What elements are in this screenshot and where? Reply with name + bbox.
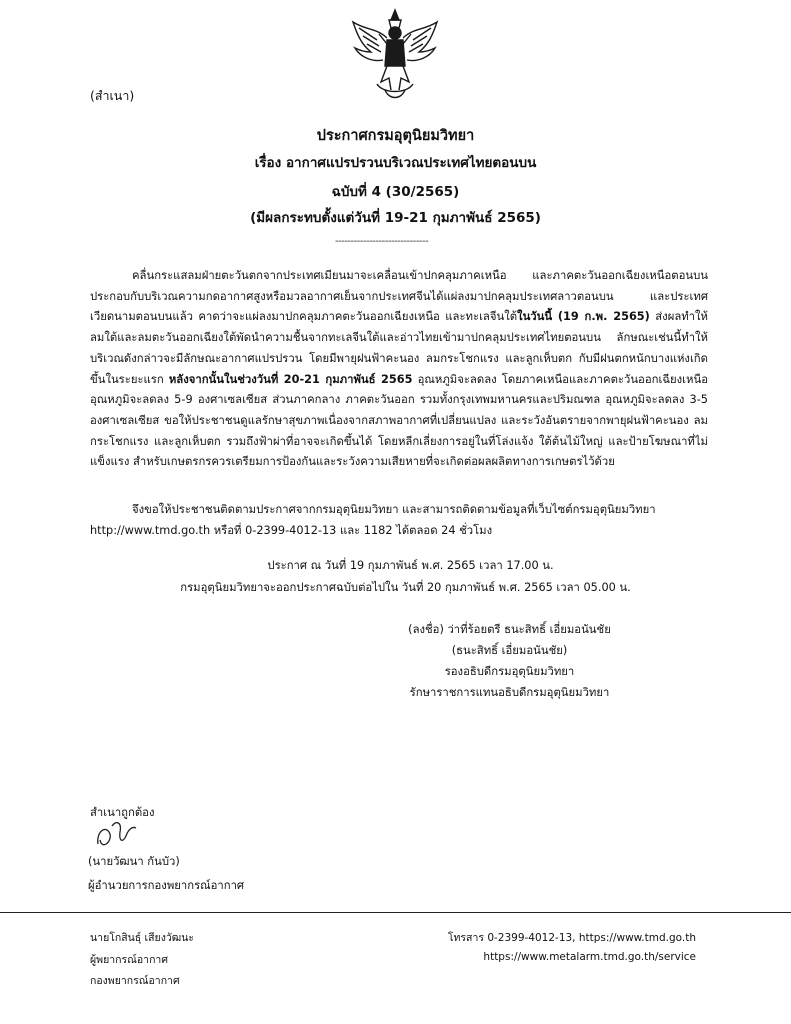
certifier-title: ผู้อำนวยการกองพยากรณ์อากาศ — [88, 879, 245, 892]
footer-service-url: https://www.metalarm.tmd.go.th/service — [483, 951, 696, 963]
effective-period: (มีผลกระทบตั้งแต่วันที่ 19-21 กุมภาพันธ์ 2565) — [250, 210, 541, 226]
certified-copy-label: สำเนาถูกต้อง — [90, 806, 155, 819]
paragraph-text: คลื่นกระแสลมฝ่ายตะวันตกจากประเทศเมียนมาจะเคลื่อนเข้าปกคลุมภาคเหนือ และภาคตะวันออกเฉียงเหนือตอนบน ประกอบกับบริเวณความกดอากาศสูงหรือมวลอากาศเย็นจากประเทศจีนได้แผ่ลงมาปกคลุมประเทศลาวตอนบน และประเทศเวียดนามตอนบนแล้ว คาดว่าจะแผ่ลงมาปกคลุมภาคตะวันออกเฉียงเหนือ และทะเลจีนใต้ — [90, 269, 708, 324]
emphasis-period: หลังจากนั้นในช่วงวันที่ 20-21 กุมภาพันธ์ 2565 — [168, 372, 413, 386]
certifier-name: (นายวัฒนา กันบัว) — [88, 855, 180, 868]
signer-position: รองอธิบดีกรมอุตุนิยมวิทยา — [444, 665, 575, 678]
signed-by: (ลงชื่อ) ว่าที่ร้อยตรี ธนะสิทธิ์ เอี่ยมอนันชัย — [408, 623, 611, 636]
dashed-divider: ------------------------------ — [335, 236, 429, 247]
footer-forecaster-role: ผู้พยากรณ์อากาศ — [90, 954, 168, 966]
announced-date: ประกาศ ณ วันที่ 19 กุมภาพันธ์ พ.ศ. 2565 เวลา 17.00 น. — [267, 559, 554, 572]
next-announcement: กรมอุตุนิยมวิทยาจะออกประกาศฉบับต่อไปใน วันที่ 20 กุมภาพันธ์ พ.ศ. 2565 เวลา 05.00 น. — [180, 581, 631, 594]
paragraph-text: ส่งผลทำให้ลมใต้และลมตะวันออกเฉียงใต้พัดนำความชื้นจากทะเลจีนใต้และอ่าวไทยเข้ามาปกคลุมประเทศไทยตอนบน ลักษณะเช่นนี้ทำให้บริเวณดังกล่าวจะมีลักษณะอากาศแปรปรวน โดยมีพายุฝนฟ้าคะนอง ลมกระโชกแรง และลูกเห็บตก กับมีฝนตกหนักบางแห่งเกิดขึ้นในระยะแรก — [90, 310, 708, 386]
paragraph-text: อุณหภูมิจะลดลง โดยภาคเหนือและภาคตะวันออกเฉียงเหนือ อุณหภูมิจะลดลง 5-9 องศาเซลเซียส ส่วนภาคกลาง ภาคตะวันออก รวมทั้งกรุงเทพมหานครและปริมณฑล อุณหภูมิจะลดลง 3-5 องศาเซลเซียส ขอให้ประชาชนดูแลรักษาสุขภาพเนื่องจากสภาพอากาศที่เปลี่ยนแปลง และระวังอันตรายจากพายุฝนฟ้าคะนอง ลมกระโชกแรง และลูกเห็บตก รวมถึงฟ้าผ่าที่อาจจะเกิดขึ้นได้ โดยหลีกเลี่ยงการอยู่ในที่โล่งแจ้ง ใต้ต้นไม้ใหญ่ และป้ายโฆษณาที่ไม่แข็งแรง สำหรับเกษตรกรควรเตรียมการป้องกันและระวังความเสียหายที่จะเกิดต่อผลผลิตทางการเกษตรไว้ด้วย — [90, 372, 708, 469]
main-paragraph — [90, 266, 708, 473]
announcement-title: ประกาศกรมอุตุนิยมวิทยา — [316, 128, 475, 144]
footer-division: กองพยากรณ์อากาศ — [90, 975, 180, 987]
signer-name: (ธนะสิทธิ์ เอี่ยมอนันชัย) — [451, 644, 568, 657]
garuda-emblem-icon — [347, 8, 443, 104]
announcement-subject: เรื่อง อากาศแปรปรวนบริเวณประเทศไทยตอนบน — [254, 155, 537, 171]
follow-up-paragraph: จึงขอให้ประชาชนติดตามประกาศจากกรมอุตุนิยมวิทยา และสามารถติดตามข้อมูลที่เว็บไซต์กรมอุตุนิยมวิทยา http://www.tmd.go.th หรือที่ 0-2399-4012-13 และ 1182 ได้ตลอด 24 ชั่วโมง — [90, 503, 656, 537]
signer-acting: รักษาราชการแทนอธิบดีกรมอุตุนิยมวิทยา — [409, 686, 610, 699]
footer-fax-website: โทรสาร 0-2399-4012-13, https://www.tmd.go.th — [447, 932, 696, 944]
footer-forecaster-name: นายโกสินธุ์ เสียงวัฒนะ — [90, 932, 195, 944]
issue-number: ฉบับที่ 4 (30/2565) — [331, 184, 460, 200]
copy-label: (สำเนา) — [90, 88, 135, 103]
emphasis-today: ในวันนี้ (19 ก.พ. 2565) — [517, 310, 650, 324]
footer-divider — [0, 912, 791, 913]
